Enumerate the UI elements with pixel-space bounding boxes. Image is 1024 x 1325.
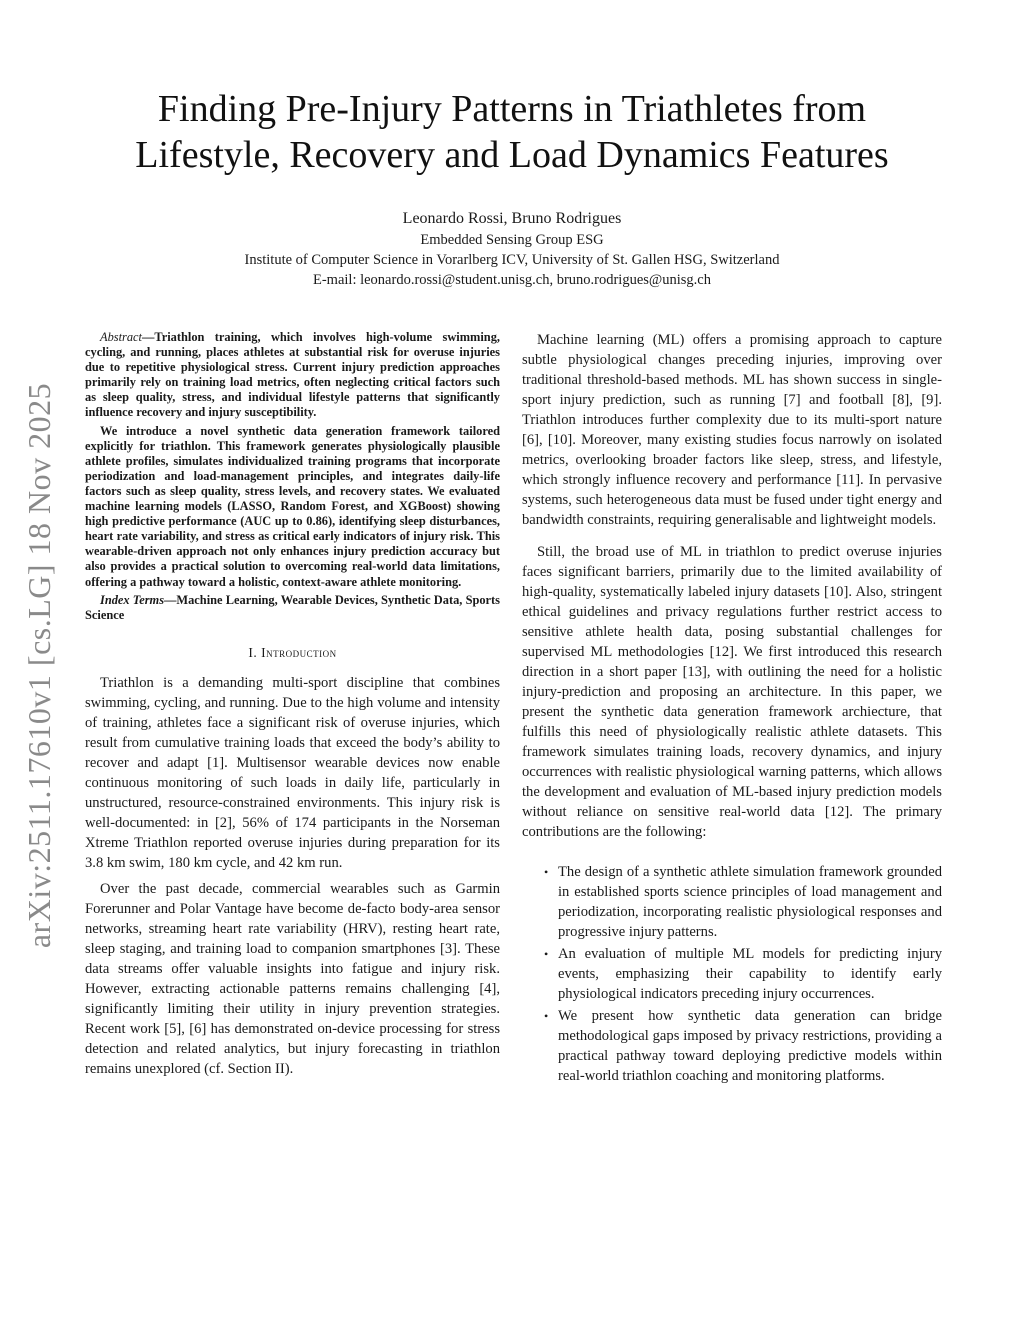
author-names: Leonardo Rossi, Bruno Rodrigues bbox=[402, 210, 622, 227]
index-terms bbox=[85, 593, 500, 623]
author-email: E-mail: leonardo.rossi@student.unisg.ch, bruno.rodrigues@unisg.ch bbox=[312, 272, 711, 288]
list-item bbox=[522, 944, 942, 1004]
arxiv-sidebar-stamp bbox=[18, 370, 62, 960]
contribution-text-3: We present how synthetic data generation can bridge methodological gaps imposed by privacy restrictions, providing a practical pathway toward deploying predictive models within real-world triathlon coaching and monitoring platforms. bbox=[558, 1008, 942, 1084]
bullet-icon: • bbox=[544, 1009, 549, 1023]
abstract-label: Abstract bbox=[100, 330, 142, 344]
contribution-text-1: The design of a synthetic athlete simulation framework grounded in established sports science principles of load management and periodization, incorporating realistic physiological responses and progressive injury patterns. bbox=[558, 864, 942, 940]
abstract-text-1: —Triathlon training, which involves high-volume swimming, cycling, and running, places athletes at substantial risk for overuse injuries due to repetitive physiological stress. Current injury prediction approaches primarily rely on training load metrics, often neglecting critical factors such as sleep quality, stress, and individual lifestyle patterns that significantly influence recovery and injury susceptibility. bbox=[85, 330, 500, 420]
paper-title bbox=[80, 86, 944, 178]
abstract bbox=[85, 330, 500, 623]
section-title: Introduction bbox=[261, 644, 337, 660]
intro-paragraph-3: Machine learning (ML) offers a promising approach to capture subtle physiological changes preceding injuries, improving over traditional threshold-based methods. ML has shown success in single-sport injury prediction, such as running [7] and football [8], [9]. Triathlon introduces further complexity due to its multi-sport nature [6], [10]. Moreover, many existing studies focus narrowly on isolated metrics, overlooking broader factors like sleep, stress, and lifestyle, which strongly influence recovery and performance [11]. In pervasive systems, such heterogeneous data must be fused under tight energy and bandwidth constraints, requiring generalisable and lightweight models. bbox=[522, 332, 942, 528]
list-item bbox=[522, 1006, 942, 1086]
bullet-icon: • bbox=[544, 947, 549, 961]
section-numeral: I. bbox=[248, 644, 262, 660]
abstract-paragraph-2: We introduce a novel synthetic data generation framework tailored explicitly for triathlon. This framework generates physiologically plausible athlete profiles, simulates individualized training programs that incorporate periodization and load-management principles, and integrates daily-life factors such as sleep quality, stress levels, and recovery states. We evaluated machine learning models (LASSO, Random Forest, and XGBoost) showing high predictive performance (AUC up to 0.86), identifying sleep disturbances, heart rate variability, and stress as critical early indicators of injury risk. This wearable-driven approach not only enhances injury prediction accuracy but also provides a practical solution to overcoming real-world data limitations, offering a pathway toward a holistic, context-aware athlete monitoring. bbox=[85, 423, 500, 589]
author-group: Embedded Sensing Group ESG bbox=[420, 232, 604, 248]
index-terms-label: Index Terms bbox=[100, 592, 165, 607]
intro-paragraph-2: Over the past decade, commercial wearables such as Garmin Forerunner and Polar Vantage have become de-facto body-area sensor networks, streaming heart rate variability (HRV), resting heart rate, sleep staging, and training load to companion smartphones [3]. These data streams offer valuable insights into fatigue and injury risk. However, extracting actionable patterns remains challenging [4], significantly limiting their utility in injury prevention strategies. Recent work [5], [6] has demonstrated on-device processing for stress detection and related analytics, but injury forecasting in triathlon remains unexplored (cf. Section II). bbox=[85, 880, 500, 1077]
abstract-paragraph-1 bbox=[85, 330, 500, 421]
title-line-1: Finding Pre-Injury Patterns in Triathletes from bbox=[157, 88, 867, 130]
title-line-2: Lifestyle, Recovery and Load Dynamics Features bbox=[135, 134, 889, 176]
author-block bbox=[80, 208, 944, 290]
intro-paragraph-4: Still, the broad use of ML in triathlon to predict overuse injuries faces significant barriers, primarily due to the limited availability of high-quality, systematically labeled injury datasets [10]. Also, stringent ethical guidelines and privacy regulations further restrict access to sensitive athlete health data, posing substantial challenges for supervised ML methodologies [12]. We first introduced this research direction in a short paper [13], with outlining the need for a holistic injury-prediction and proposing an architecture. In this paper, we present the synthetic data generation framework archiecture, that fulfills this need of physiologically realistic athlete datasets. This framework simulates training loads, recovery dynamics, and injury occurrences with realistic physiological warning patterns, which allows the development and evaluation of ML-based injury prediction models without reliance on sensitive real-world data [12]. The primary contributions are the following: bbox=[522, 544, 942, 840]
arxiv-id: arXiv:2511.17610v1 [cs.LG] 18 Nov 2025 bbox=[21, 382, 58, 948]
contribution-text-2: An evaluation of multiple ML models for predicting injury events, emphasizing their capability to identify early physiological indicators preceding injury occurrences. bbox=[558, 946, 942, 1002]
right-column bbox=[522, 330, 942, 1088]
left-column bbox=[85, 330, 500, 1085]
author-institute: Institute of Computer Science in Vorarlberg ICV, University of St. Gallen HSG, Switzerland bbox=[244, 252, 780, 268]
bullet-icon: • bbox=[544, 865, 549, 879]
index-terms-text: —Machine Learning, Wearable Devices, Synthetic Data, Sports Science bbox=[85, 592, 501, 622]
title-block bbox=[80, 86, 944, 178]
section-heading-introduction bbox=[85, 643, 500, 663]
contributions-list bbox=[522, 862, 942, 1086]
intro-paragraph-1: Triathlon is a demanding multi-sport discipline that combines swimming, cycling, and running. Due to the high volume and intensity of training, athletes face a significant risk of overuse injuries, which result from cumulative training loads that exceed the body’s ability to recover and adapt [1]. Multisensor wearable devices now enable continuous monitoring of such loads in daily life, particularly in unstructured, resource-constrained environments. This injury risk is well-documented: in [2], 56% of 174 participants in the Norseman Xtreme Triathlon reported overuse injuries during preparation for its 3.8 km swim, 180 km cycle, and 42 km run. bbox=[85, 674, 500, 871]
list-item bbox=[522, 862, 942, 942]
